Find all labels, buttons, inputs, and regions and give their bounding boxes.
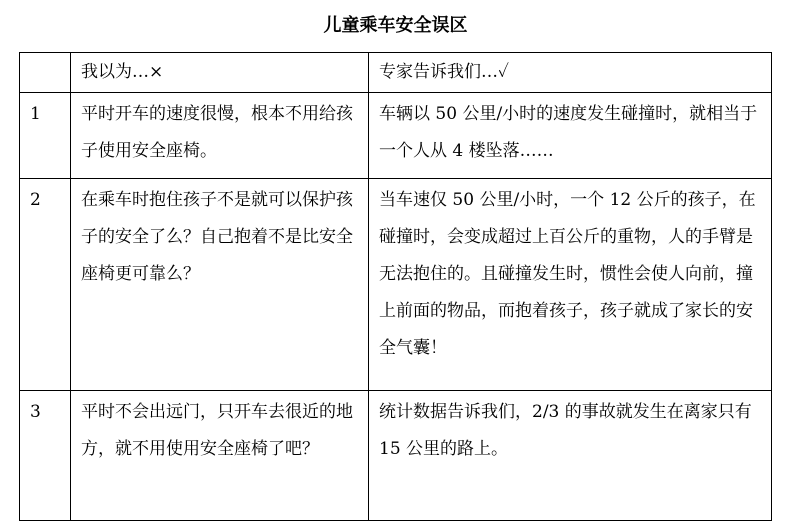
misconceptions-table bbox=[19, 52, 772, 521]
header-expert: 专家告诉我们…✓ bbox=[369, 53, 772, 93]
table-row bbox=[20, 391, 772, 521]
table-header-row bbox=[20, 53, 772, 93]
expert-cell: 当车速仅 50 公里/小时，一个 12 公斤的孩子，在碰撞时，会变成超过上百公斤的重物，人的手臂是无法抱住的。且碰撞发生时，惯性会使人向前，撞上前面的物品，而抱着孩子，孩子就成了家长的安全气囊！ bbox=[369, 179, 772, 391]
expert-cell: 统计数据告诉我们，2/3 的事故就发生在离家只有 15 公里的路上。 bbox=[369, 391, 772, 521]
row-number: 3 bbox=[20, 391, 71, 521]
header-number bbox=[20, 53, 71, 93]
table-row bbox=[20, 179, 772, 391]
row-number: 1 bbox=[20, 93, 71, 179]
belief-cell: 平时开车的速度很慢，根本不用给孩子使用安全座椅。 bbox=[71, 93, 369, 179]
expert-cell: 车辆以 50 公里/小时的速度发生碰撞时，就相当于一个人从 4 楼坠落…… bbox=[369, 93, 772, 179]
table-row bbox=[20, 93, 772, 179]
page-title: 儿童乘车安全误区 bbox=[323, 15, 468, 36]
header-belief: 我以为…× bbox=[71, 53, 369, 93]
belief-cell: 平时不会出远门，只开车去很近的地方，就不用使用安全座椅了吧？ bbox=[71, 391, 369, 521]
belief-cell: 在乘车时抱住孩子不是就可以保护孩子的安全了么？自己抱着不是比安全座椅更可靠么？ bbox=[71, 179, 369, 391]
row-number: 2 bbox=[20, 179, 71, 391]
